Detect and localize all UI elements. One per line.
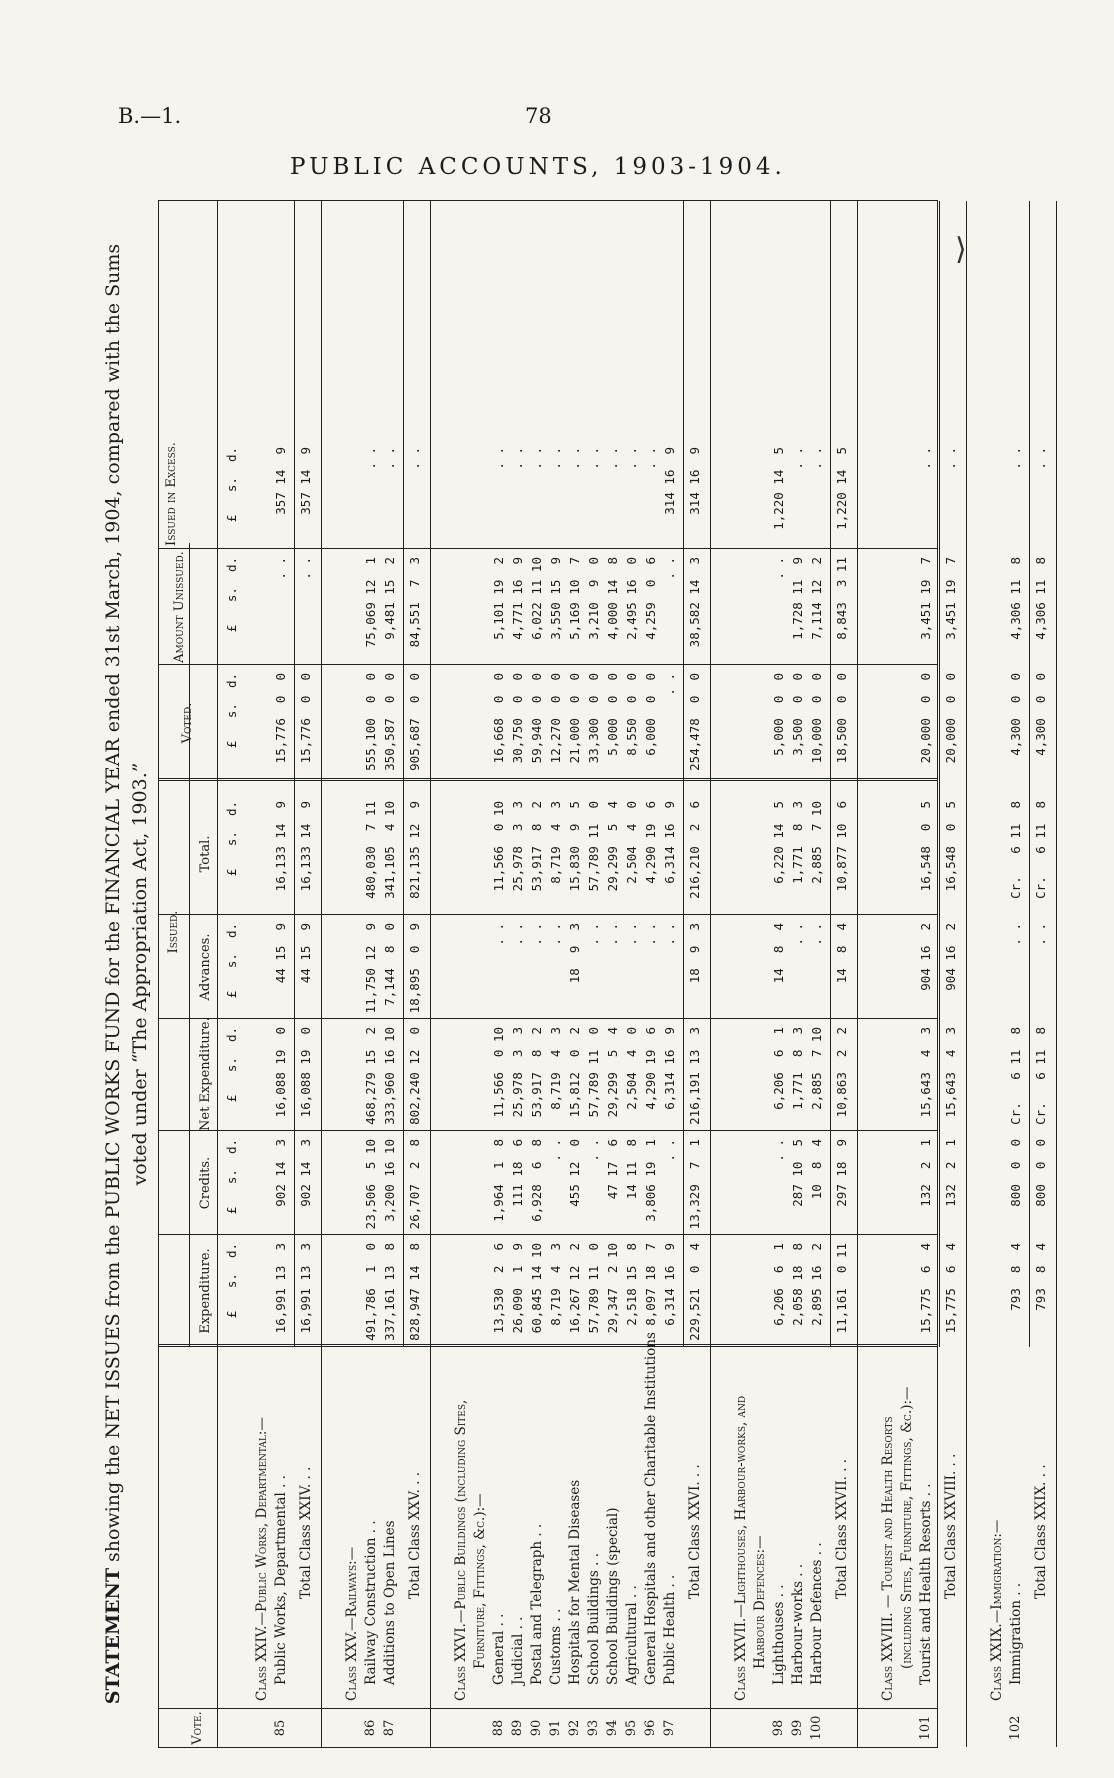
cell-cr: 287 10 5 <box>790 1139 805 1207</box>
item-label: Hospitals for Mental Diseases <box>567 1479 583 1685</box>
cell-net: 216,191 13 3 <box>687 1027 702 1125</box>
cell-unis: 2,495 16 0 <box>624 557 639 640</box>
item-label: Customs . . <box>548 1608 564 1685</box>
cell-cr: 3,200 16 10 <box>382 1139 397 1222</box>
cell-unis: 4,259 0 6 <box>643 557 658 640</box>
total-rule <box>830 201 831 1347</box>
col-header-expenditure: Expenditure. <box>198 1248 213 1334</box>
cell-exc: . . <box>586 447 601 470</box>
cell-voted: 20,000 0 0 <box>918 673 933 764</box>
cell-tot: 11,566 0 10 <box>491 801 506 892</box>
cell-net: 16,088 19 0 <box>298 1027 313 1118</box>
units-label: £ s. d. <box>224 1027 239 1103</box>
col-header-unissued: Amount Unissued. <box>172 551 187 663</box>
total-label: Total Class XXV. . . <box>407 1471 423 1599</box>
cell-net: 15,643 4 3 <box>943 1027 958 1118</box>
section-rule <box>857 201 858 1747</box>
cell-cr: . . <box>548 1139 563 1162</box>
item-label: Public Works, Departmental . . <box>273 1475 289 1685</box>
total-label: Total Class XXVI. . . <box>687 1464 703 1599</box>
cell-tot: 29,299 5 4 <box>605 801 620 892</box>
cell-net: 802,240 12 0 <box>407 1027 422 1125</box>
vote-number: 86 <box>363 1719 378 1737</box>
cell-unis: 6,022 11 10 <box>529 557 544 640</box>
cell-exc: . . <box>624 447 639 470</box>
total-rule <box>403 201 404 1347</box>
cell-net: 11,566 0 10 <box>491 1027 506 1118</box>
cell-cr: 111 18 6 <box>510 1139 525 1207</box>
units-label: £ s. d. <box>224 923 239 999</box>
cell-adv: 44 15 9 <box>298 923 313 984</box>
cell-adv: . . <box>510 923 525 946</box>
cell-adv: 904 16 2 <box>943 923 958 991</box>
cell-net: 53,917 8 2 <box>529 1027 544 1118</box>
cell-tot: 216,210 2 6 <box>687 801 702 899</box>
cell-adv: 44 15 9 <box>273 923 288 984</box>
cell-tot: 16,548 0 5 <box>943 801 958 892</box>
cell-exc: 357 14 9 <box>298 447 313 515</box>
cell-cr: 47 17 6 <box>605 1139 620 1200</box>
units-label: £ s. d. <box>224 1243 239 1319</box>
cell-adv: . . <box>586 923 601 946</box>
cell-tot: 16,133 14 9 <box>273 801 288 892</box>
cell-adv: . . <box>605 923 620 946</box>
cell-voted: 8,550 0 0 <box>624 673 639 756</box>
class-heading: Furniture, Fittings, &c.):— <box>472 1493 488 1669</box>
cell-adv: 18 9 3 <box>567 923 582 984</box>
cell-net: 25,978 3 3 <box>510 1027 525 1118</box>
item-label: General . . <box>491 1613 507 1685</box>
cell-net: 15,812 0 2 <box>567 1027 582 1118</box>
cell-exc: . . <box>1008 447 1023 470</box>
col-header-voted: Voted. <box>180 702 195 744</box>
cell-voted: . . <box>662 673 677 696</box>
vote-number: 100 <box>809 1715 824 1741</box>
cell-exp: 15,775 6 4 <box>943 1243 958 1334</box>
cell-unis: 3,451 19 7 <box>943 557 958 640</box>
column-rule <box>159 914 937 915</box>
total-rule <box>294 201 295 1347</box>
vote-number: 92 <box>567 1719 582 1737</box>
cell-unis: 84,551 7 3 <box>407 557 422 648</box>
cell-tot: 8,719 4 3 <box>548 801 563 884</box>
cell-tot: 4,290 19 6 <box>643 801 658 884</box>
cell-voted: 905,687 0 0 <box>407 673 422 771</box>
cell-exp: 29,347 2 10 <box>605 1243 620 1334</box>
cell-unis: 38,582 14 3 <box>687 557 702 648</box>
column-rule <box>159 1708 937 1709</box>
class-heading: Class XXV.—Railways:— <box>344 1546 360 1701</box>
cell-adv: . . <box>1008 923 1023 946</box>
cell-tot: 6,314 16 9 <box>662 801 677 884</box>
cell-exc: 357 14 9 <box>273 447 288 515</box>
cell-voted: 30,750 0 0 <box>510 673 525 764</box>
cell-adv: 11,750 12 9 <box>363 923 378 1014</box>
cell-adv: 18,895 0 9 <box>407 923 422 1014</box>
col-header-credits: Credits. <box>198 1156 213 1210</box>
cell-exc: . . <box>943 447 958 470</box>
total-rule <box>939 201 940 1347</box>
cell-adv: . . <box>1033 923 1048 946</box>
item-label: Additions to Open Lines <box>382 1520 398 1685</box>
cell-voted: 18,500 0 0 <box>834 673 849 764</box>
cell-unis: . . <box>771 557 786 580</box>
cell-unis: 4,306 11 8 <box>1008 557 1023 640</box>
cell-adv: . . <box>624 923 639 946</box>
cell-voted: 21,000 0 0 <box>567 673 582 764</box>
cell-unis: 4,306 11 8 <box>1033 557 1048 640</box>
cell-exc: . . <box>918 447 933 470</box>
item-label: Immigration . . <box>1008 1582 1024 1685</box>
cell-adv: . . <box>643 923 658 946</box>
cell-exp: 2,895 16 2 <box>809 1243 824 1326</box>
cell-adv: . . <box>809 923 824 946</box>
cell-unis: 5,101 19 2 <box>491 557 506 640</box>
cell-net: 333,960 16 10 <box>382 1027 397 1125</box>
column-rule <box>159 1130 937 1131</box>
cell-voted: 15,776 0 0 <box>273 673 288 764</box>
cell-exp: 16,267 12 2 <box>567 1243 582 1334</box>
cell-exp: 8,097 18 7 <box>643 1243 658 1326</box>
item-label: Agricultural . . <box>624 1585 640 1685</box>
cell-unis: 3,550 15 9 <box>548 557 563 640</box>
col-header-vote: Vote. <box>190 1711 205 1745</box>
cell-cr: 902 14 3 <box>273 1139 288 1207</box>
cell-exc: 1,220 14 5 <box>834 447 849 530</box>
cell-net: 6,206 6 1 <box>771 1027 786 1110</box>
cell-tot: 53,917 8 2 <box>529 801 544 892</box>
caption-text: showing the NET ISSUES from the PUBLIC WORKS FUND for the FINANCIAL YEAR ended 31st March, 1904, compared with the Sums <box>102 243 124 1562</box>
cell-net: 29,299 5 4 <box>605 1027 620 1118</box>
cell-cr: 6,928 6 8 <box>529 1139 544 1222</box>
cell-voted: 6,000 0 0 <box>643 673 658 756</box>
cell-exp: 793 8 4 <box>1008 1243 1023 1311</box>
cell-adv: . . <box>662 923 677 946</box>
cell-tot: 480,030 7 11 <box>363 801 378 899</box>
cell-cr: 1,964 1 8 <box>491 1139 506 1222</box>
cell-net: 1,771 8 3 <box>790 1027 805 1110</box>
item-label: Harbour-works . . <box>790 1563 806 1685</box>
column-rule <box>159 548 937 549</box>
item-label: General Hospitals and other Charitable Institutions <box>643 1332 659 1685</box>
item-label: Public Health . . <box>662 1574 678 1685</box>
cell-cr: 14 11 8 <box>624 1139 639 1200</box>
cell-exc: . . <box>363 447 378 470</box>
cell-exp: 6,314 16 9 <box>662 1243 677 1326</box>
col-header-issued: Issued. <box>166 910 181 954</box>
item-label: Tourist and Health Resorts . . <box>918 1483 934 1685</box>
section-rule <box>710 201 711 1747</box>
cell-adv: 18 9 3 <box>687 923 702 984</box>
vote-number: 95 <box>624 1719 639 1737</box>
cell-tot: 25,978 3 3 <box>510 801 525 892</box>
class-heading: Class XXIV.—Public Works, Departmental:— <box>254 1417 270 1701</box>
cell-voted: 350,587 0 0 <box>382 673 397 771</box>
cell-exc: . . <box>1033 447 1048 470</box>
statement-caption <box>100 200 158 1748</box>
cell-exc: . . <box>382 447 397 470</box>
cell-exp: 15,775 6 4 <box>918 1243 933 1334</box>
cell-exp: 491,786 1 0 <box>363 1243 378 1341</box>
cell-adv: 14 8 4 <box>834 923 849 984</box>
cell-exc: 314 16 9 <box>662 447 677 515</box>
total-label: Total Class XXVIII. . . <box>943 1453 959 1599</box>
vote-number: 89 <box>510 1719 525 1737</box>
cell-cr: . . <box>771 1139 786 1162</box>
cell-cr: 13,329 7 1 <box>687 1139 702 1230</box>
cell-unis: . . <box>298 557 313 580</box>
cell-exc: . . <box>407 447 422 470</box>
cell-tot: 16,133 14 9 <box>298 801 313 892</box>
cell-cr: 10 8 4 <box>809 1139 824 1200</box>
cell-adv: . . <box>529 923 544 946</box>
cell-exc: 314 16 9 <box>687 447 702 515</box>
caption-line2: voted under “The Appropriation Act, 1903.” <box>129 762 151 1186</box>
vote-number: 90 <box>529 1719 544 1737</box>
cell-exp: 8,719 4 3 <box>548 1243 563 1326</box>
cell-exp: 229,521 0 4 <box>687 1243 702 1341</box>
cell-voted: 10,000 0 0 <box>809 673 824 764</box>
cell-tot: 2,504 4 0 <box>624 801 639 884</box>
cell-voted: 5,000 0 0 <box>771 673 786 756</box>
cell-cr: 132 2 1 <box>943 1139 958 1207</box>
cell-tot: 16,548 0 5 <box>918 801 933 892</box>
vote-number: 96 <box>643 1719 658 1737</box>
cell-net: 468,279 15 2 <box>363 1027 378 1125</box>
cell-tot: 6,220 14 5 <box>771 801 786 884</box>
cell-cr: . . <box>662 1139 677 1162</box>
cell-tot: 15,830 9 5 <box>567 801 582 892</box>
item-label: Railway Construction . . <box>363 1520 379 1685</box>
cell-voted: 59,940 0 0 <box>529 673 544 764</box>
cell-adv: . . <box>790 923 805 946</box>
header-rule <box>217 201 218 1747</box>
caption-lead: STATEMENT <box>102 1568 124 1705</box>
cell-exc: . . <box>567 447 582 470</box>
col-header-total: Total. <box>198 835 213 873</box>
vote-number: 94 <box>605 1719 620 1737</box>
cell-exc: . . <box>809 447 824 470</box>
cell-cr: 26,707 2 8 <box>407 1139 422 1230</box>
vote-number: 87 <box>382 1719 397 1737</box>
class-heading: (including Sites, Furniture, Fittings, &c.):— <box>899 1386 915 1669</box>
section-rule <box>321 201 322 1747</box>
class-heading: Class XXVII.—Lighthouses, Harbour-works, and <box>733 1395 749 1701</box>
cell-adv: 7,144 8 0 <box>382 923 397 1006</box>
cell-exc: . . <box>548 447 563 470</box>
total-label: Total Class XXVII. . . <box>834 1458 850 1599</box>
cell-tot: 2,885 7 10 <box>809 801 824 884</box>
cell-net: 6,314 16 9 <box>662 1027 677 1110</box>
item-label: School Buildings (special) <box>605 1507 621 1685</box>
class-heading: Class XXVI.—Public Buildings (including Sites, <box>453 1399 469 1701</box>
item-label: Harbour Defences . . <box>809 1542 825 1685</box>
vote-number: 91 <box>548 1719 563 1737</box>
cell-exp: 2,518 15 8 <box>624 1243 639 1326</box>
cell-adv: . . <box>548 923 563 946</box>
class-heading: Harbour Defences:— <box>752 1535 768 1669</box>
cell-exc: . . <box>529 447 544 470</box>
cell-cr: 455 12 0 <box>567 1139 582 1207</box>
cell-cr: . . <box>586 1139 601 1162</box>
class-heading: Class XXVIII. — Tourist and Health Resorts <box>880 1416 896 1701</box>
header-rule <box>189 543 190 1347</box>
cell-net: Cr. 6 11 8 <box>1033 1027 1048 1125</box>
col-header-advances: Advances. <box>198 933 213 1001</box>
cell-cr: 800 0 0 <box>1033 1139 1048 1207</box>
cell-unis: 7,114 12 2 <box>809 557 824 640</box>
cell-unis: 3,451 19 7 <box>918 557 933 640</box>
cell-tot: 57,789 11 0 <box>586 801 601 892</box>
cell-voted: 4,300 0 0 <box>1033 673 1048 756</box>
cell-exc: . . <box>790 447 805 470</box>
section-rule <box>966 201 967 1747</box>
cell-exp: 828,947 14 8 <box>407 1243 422 1341</box>
page-title: PUBLIC ACCOUNTS, 1903-1904. <box>290 154 786 180</box>
cell-adv: 904 16 2 <box>918 923 933 991</box>
cell-net: 2,504 4 0 <box>624 1027 639 1110</box>
cell-unis: . . <box>273 557 288 580</box>
vote-number: 102 <box>1008 1715 1023 1741</box>
cell-exp: 2,058 18 8 <box>790 1243 805 1326</box>
cell-cr: 23,506 5 10 <box>363 1139 378 1230</box>
cell-tot: 1,771 8 3 <box>790 801 805 884</box>
cell-unis: 1,728 11 9 <box>790 557 805 640</box>
cell-exp: 793 8 4 <box>1033 1243 1048 1311</box>
cell-cr: 800 0 0 <box>1008 1139 1023 1207</box>
cell-voted: 254,478 0 0 <box>687 673 702 771</box>
cell-voted: 4,300 0 0 <box>1008 673 1023 756</box>
cell-net: 2,885 7 10 <box>809 1027 824 1110</box>
statement-table <box>158 200 1049 1748</box>
cell-exp: 16,991 13 3 <box>273 1243 288 1334</box>
vote-number: 98 <box>771 1719 786 1737</box>
cell-net: 16,088 19 0 <box>273 1027 288 1118</box>
item-label: Judicial . . <box>510 1616 526 1685</box>
cell-adv: . . <box>491 923 506 946</box>
cell-exc: . . <box>491 447 506 470</box>
section-rule <box>1056 201 1057 1747</box>
cell-unis: 3,210 9 0 <box>586 557 601 640</box>
cell-cr: 3,806 19 1 <box>643 1139 658 1222</box>
cell-net: Cr. 6 11 8 <box>1008 1027 1023 1125</box>
cell-exp: 60,845 14 10 <box>529 1243 544 1334</box>
cell-net: 57,789 11 0 <box>586 1027 601 1118</box>
cell-voted: 12,270 0 0 <box>548 673 563 764</box>
cell-exp: 13,530 2 6 <box>491 1243 506 1334</box>
total-rule <box>1029 201 1030 1347</box>
vote-number: 101 <box>918 1715 933 1741</box>
page-number: 78 <box>525 104 552 128</box>
vote-number: 93 <box>586 1719 601 1737</box>
cell-unis: 4,000 14 8 <box>605 557 620 640</box>
vote-number: 85 <box>273 1719 288 1737</box>
page-reference: B.—1. <box>118 104 182 128</box>
cell-unis: . . <box>662 557 677 580</box>
section-rule <box>430 201 431 1747</box>
units-label: £ s. d. <box>224 557 239 633</box>
cell-cr: 902 14 3 <box>298 1139 313 1207</box>
col-header-net: Net Expenditure. <box>198 1017 213 1131</box>
cell-unis: 8,843 3 11 <box>834 557 849 640</box>
cell-exp: 337,161 13 8 <box>382 1243 397 1341</box>
cell-tot: Cr. 6 11 8 <box>1033 801 1048 899</box>
vote-number: 99 <box>790 1719 805 1737</box>
cell-net: 4,290 19 6 <box>643 1027 658 1110</box>
cell-exp: 26,090 1 9 <box>510 1243 525 1334</box>
item-label: Lighthouses . . <box>771 1584 787 1685</box>
cell-net: 10,863 2 2 <box>834 1027 849 1118</box>
cell-tot: 821,135 12 9 <box>407 801 422 899</box>
cell-unis: 4,771 16 9 <box>510 557 525 640</box>
units-label: £ s. d. <box>224 673 239 749</box>
total-label: Total Class XXIV. . . <box>298 1466 314 1599</box>
cell-tot: Cr. 6 11 8 <box>1008 801 1023 899</box>
cell-exc: . . <box>510 447 525 470</box>
units-label: £ s. d. <box>224 1139 239 1215</box>
units-label: £ s. d. <box>224 447 239 523</box>
cell-exp: 6,206 6 1 <box>771 1243 786 1326</box>
total-rule <box>683 201 684 1347</box>
cell-voted: 5,000 0 0 <box>605 673 620 756</box>
cell-net: 8,719 4 3 <box>548 1027 563 1110</box>
cell-exc: . . <box>605 447 620 470</box>
cell-unis: 5,169 10 7 <box>567 557 582 640</box>
units-label: £ s. d. <box>224 801 239 877</box>
cell-exp: 16,991 13 3 <box>298 1243 313 1334</box>
cell-unis: 75,069 12 1 <box>363 557 378 648</box>
cell-tot: 341,105 4 10 <box>382 801 397 899</box>
cell-adv: 14 8 4 <box>771 923 786 984</box>
cell-voted: 3,500 0 0 <box>790 673 805 756</box>
cell-net: 15,643 4 3 <box>918 1027 933 1118</box>
item-label: School Buildings . . <box>586 1552 602 1685</box>
cell-unis: 9,481 15 2 <box>382 557 397 640</box>
margin-mark: ⟩ <box>955 232 967 267</box>
total-label: Total Class XXIX. . . <box>1033 1464 1049 1599</box>
column-rule <box>159 1234 937 1235</box>
cell-exc: . . <box>643 447 658 470</box>
cell-voted: 16,668 0 0 <box>491 673 506 764</box>
cell-cr: 297 18 9 <box>834 1139 849 1207</box>
cell-voted: 15,776 0 0 <box>298 673 313 764</box>
column-rule <box>159 778 937 781</box>
class-heading: Class XXIX.—Immigration:— <box>989 1519 1005 1701</box>
cell-voted: 555,100 0 0 <box>363 673 378 771</box>
cell-exc: 1,220 14 5 <box>771 447 786 530</box>
vote-number: 88 <box>491 1719 506 1737</box>
column-rule <box>159 1018 937 1019</box>
column-rule <box>159 1344 937 1347</box>
cell-exp: 11,161 0 11 <box>834 1243 849 1334</box>
cell-voted: 33,300 0 0 <box>586 673 601 764</box>
cell-exp: 57,789 11 0 <box>586 1243 601 1334</box>
column-rule <box>159 664 937 665</box>
col-header-excess: Issued in Excess. <box>164 442 179 546</box>
cell-tot: 10,877 10 6 <box>834 801 849 892</box>
cell-voted: 20,000 0 0 <box>943 673 958 764</box>
vote-number: 97 <box>662 1719 677 1737</box>
cell-cr: 132 2 1 <box>918 1139 933 1207</box>
item-label: Postal and Telegraph . . <box>529 1523 545 1685</box>
rotated-statement <box>100 200 1049 1748</box>
